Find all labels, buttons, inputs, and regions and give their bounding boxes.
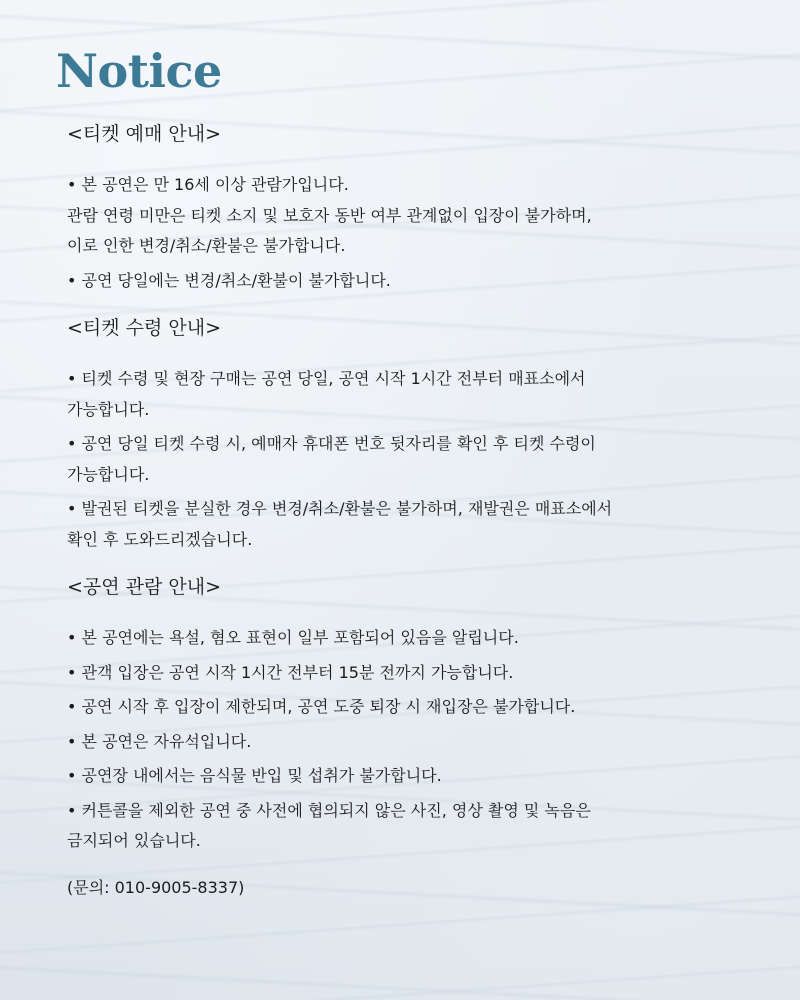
page-title: Notice — [56, 44, 222, 98]
notice-content — [67, 118, 767, 903]
list-item: • 커튼콜을 제외한 공연 중 사전에 협의되지 않은 사진, 영상 촬영 및 녹음은 금지되어 있습니다. — [67, 800, 591, 850]
section-ticket-pickup — [67, 312, 767, 555]
list-item: • 티켓 수령 및 현장 구매는 공연 당일, 공연 시작 1시간 전부터 매표소에서 가능합니다. — [67, 369, 586, 419]
section-viewing-guide — [67, 571, 767, 857]
list-item: • 관객 입장은 공연 시작 1시간 전부터 15분 전까지 가능합니다. — [67, 662, 514, 682]
section-heading: <공연 관람 안내> — [67, 576, 222, 598]
list-item: • 공연 시작 후 입장이 제한되며, 공연 도중 퇴장 시 재입장은 불가합니다. — [67, 697, 576, 716]
list-item: • 본 공연은 만 16세 이상 관람가입니다. 관람 연령 미만은 티켓 소지 및 보호자 동반 여부 관계없이 입장이 불가하며, 이로 인한 변경/취소/환불은 불가합니다. — [67, 175, 592, 255]
list-item: • 공연 당일에는 변경/취소/환불이 불가합니다. — [67, 270, 391, 290]
list-item: • 공연 당일 티켓 수령 시, 예매자 휴대폰 번호 뒷자리를 확인 후 티켓 수령이 가능합니다. — [67, 434, 596, 484]
list-item: • 본 공연에는 욕설, 혐오 표현이 일부 포함되어 있음을 알립니다. — [67, 628, 519, 647]
list-item: • 발권된 티켓을 분실한 경우 변경/취소/환불은 불가하며, 재발권은 매표소에서 확인 후 도와드리겠습니다. — [67, 499, 613, 549]
list-item: • 본 공연은 자유석입니다. — [67, 731, 252, 751]
section-heading: <티켓 수령 안내> — [67, 317, 222, 339]
contact-info: (문의: 010-9005-8337) — [67, 877, 245, 897]
section-ticket-booking — [67, 118, 767, 296]
section-heading: <티켓 예매 안내> — [67, 123, 222, 145]
list-item: • 공연장 내에서는 음식물 반입 및 섭취가 불가합니다. — [67, 766, 442, 785]
